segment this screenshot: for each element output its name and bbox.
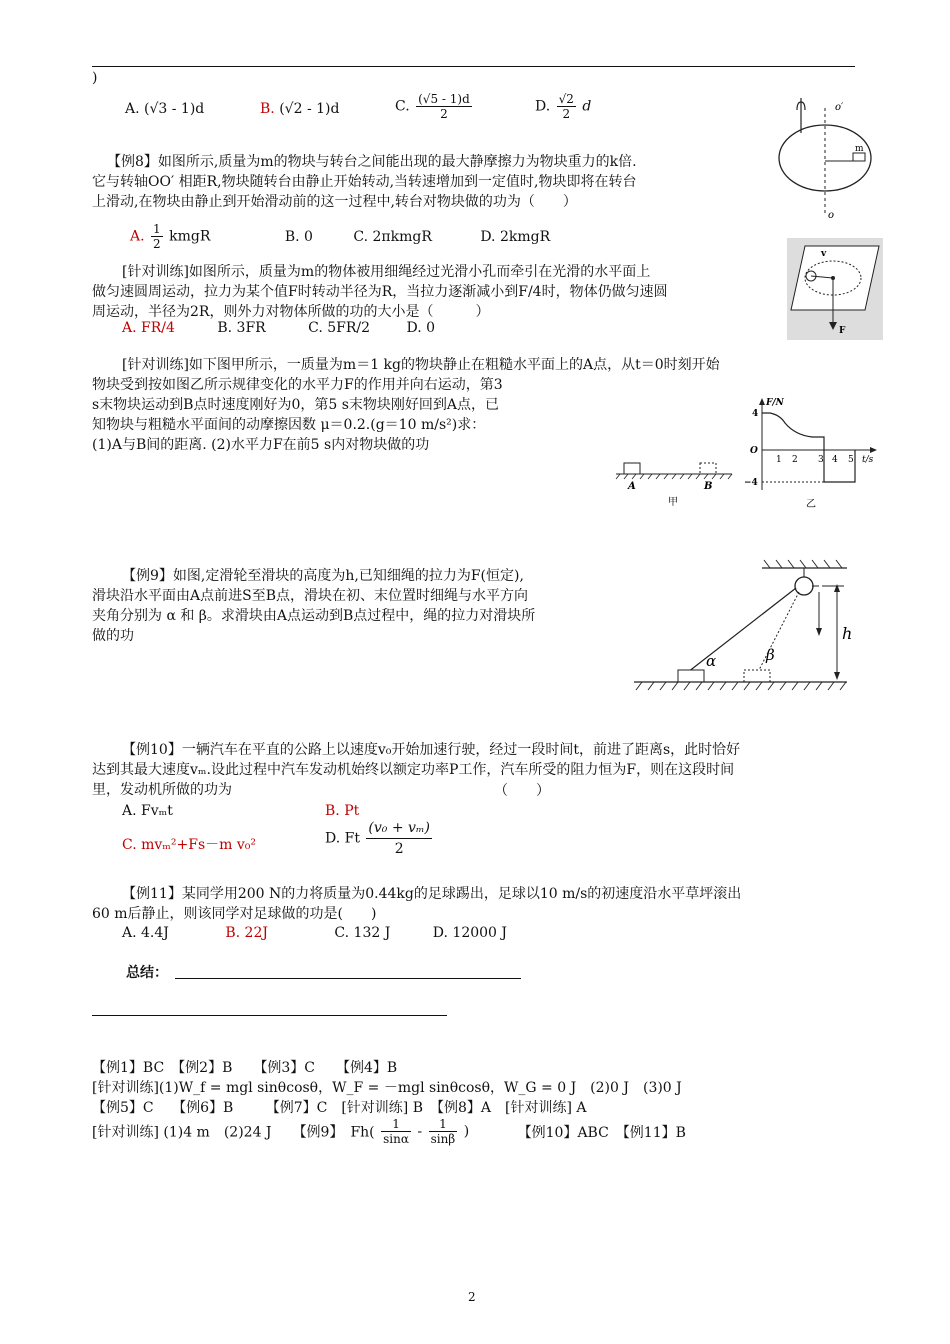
svg-text:β: β [766, 646, 775, 664]
ex10-paren: （ ） [494, 783, 550, 799]
svg-text:o′: o′ [835, 102, 844, 113]
svg-text:O: O [750, 446, 758, 456]
q7-option-b: B. (√2 - 1)d [260, 101, 340, 117]
ex11-options: A. 4.4J B. 22J C. 132 J D. 12000 J [122, 925, 508, 941]
ex10-option-a: A. Fvₘt [122, 803, 173, 819]
summary-line [175, 978, 521, 979]
svg-text:3: 3 [818, 455, 824, 465]
svg-text:4: 4 [752, 409, 759, 419]
svg-text:F: F [839, 326, 846, 336]
svg-text:o: o [828, 210, 835, 221]
continued-paren: ) [92, 70, 98, 86]
circular-motion-figure [787, 238, 883, 340]
training1-options: A. FR/4 B. 3FR C. 5FR/2 D. 0 [122, 320, 436, 336]
summary-label: 总结： [126, 965, 168, 981]
ex8-options: A. $\frac{1}{2}$ kmgR B. 0 C. 2πkmgR D. 2kmgR [130, 222, 551, 251]
turntable-figure [775, 98, 875, 223]
answers-block: 【例1】BC 【例2】B 【例3】C 【例4】B [针对训练](1)W_f = mgl sinθcosθ，W_F = －mgl sinθcosθ，W_G = 0 J (2)0 J (3)0 J 【例5】C 【例6】B 【例7】C [针对训练] B 【例8】A [针对训练] A [92, 1060, 682, 1116]
svg-text:甲: 甲 [668, 497, 678, 508]
svg-text:h: h [842, 624, 852, 643]
svg-text:−4: −4 [744, 478, 758, 488]
ex10-option-c: C. mvₘ²+Fs－m v₀² [122, 837, 256, 853]
answers-line4: [针对训练] (1)4 m (2)24 J 【例9】 Fh( $\frac{1}{\sin\alpha}$ - $\frac{1}{\sin\beta}$ ) 【例10】ABC 【例11】B [92, 1117, 686, 1146]
force-time-graph [740, 395, 880, 513]
ex10-option-b: B. Pt [325, 803, 360, 819]
svg-text:A: A [628, 481, 636, 492]
training1-text: [针对训练]如图所示，质量为m的物体被用细绳经过光滑小孔而牵引在光滑的水平面上 做匀速圆周运动，拉力为某个值F时转动半径为R，当拉力逐渐减小到F/4时，物体仍做匀速圆 周运动，半径为2R，则外力对物体所做的功的大小是（ ） [92, 264, 668, 320]
q7-option-a: A. (√3 - 1)d [125, 101, 205, 117]
svg-text:4: 4 [832, 455, 838, 465]
svg-text:B: B [704, 481, 713, 492]
svg-text:v: v [821, 249, 827, 259]
svg-text:5: 5 [848, 455, 854, 465]
block-track-figure [612, 455, 737, 510]
header-rule [92, 66, 855, 67]
svg-text:F/N: F/N [766, 398, 784, 408]
svg-text:m: m [855, 144, 864, 154]
answer-divider [92, 1015, 447, 1016]
q7-option-c: C. $\frac{(√5 - 1)d}{2}$ [395, 92, 470, 121]
training2-text: [针对训练]如下图甲所示，一质量为m＝1 kg的物块静止在粗糙水平面上的A点，从t＝0时刻开始 物块受到按如图乙所示规律变化的水平力F的作用并向右运动，第3 s末物块运动到B点时速度刚好为0，第5 s末物块刚好回到A点，已 知物块与粗糙水平面间的动摩擦因数 μ＝0.2.(g＝10 m/s²)求： (1)A与B间的距离. (2)水平力F在前5 s内对物块做的功 [92, 357, 720, 453]
q7-option-d: D. $\frac{√2}{2}$ d [535, 92, 592, 121]
svg-text:2: 2 [792, 455, 798, 465]
page-number: 2 [468, 1290, 476, 1304]
svg-text:t/s: t/s [862, 455, 874, 465]
ex10-option-d: D. Ft $\frac{\text{(v₀ + vₘ)}}{2}$ [325, 820, 430, 857]
ex10-text: 【例10】一辆汽车在平直的公路上以速度v₀开始加速行驶，经过一段时间t，前进了距离s，此时恰好 达到其最大速度vₘ.设此过程中汽车发动机始终以额定功率P工作，汽车所受的阻力恒为F，则在这段时间 里，发动机所做的功为 [92, 742, 741, 798]
ex9-text: 【例9】如图,定滑轮至滑块的高度为h,已知细绳的拉力为F(恒定), 滑块沿水平面由A点前进S至B点，滑块在初、末位置时细绳与水平方向 夹角分别为 α 和 β。求滑块由A点运动到B点过程中，绳的拉力对滑块所 做的功 [92, 568, 536, 644]
ex11-text: 【例11】某同学用200 N的力将质量为0.44kg的足球踢出，足球以10 m/s的初速度沿水平草坪滚出 60 m后静止，则该同学对足球做的功是( ) [92, 886, 742, 922]
svg-text:乙: 乙 [806, 499, 816, 510]
ex8-text: 【例8】如图所示,质量为m的物块与转台之间能出现的最大静摩擦力为物块重力的k倍. 它与转轴OO′ 相距R,物块随转台由静止开始转动,当转速增加到一定值时,物块即将在转台 上滑动,在物块由静止到开始滑动前的这一过程中,转台对物块做的功为（ ） [92, 154, 637, 210]
svg-text:α: α [706, 652, 717, 670]
svg-text:1: 1 [776, 455, 782, 465]
pulley-figure [632, 548, 852, 698]
